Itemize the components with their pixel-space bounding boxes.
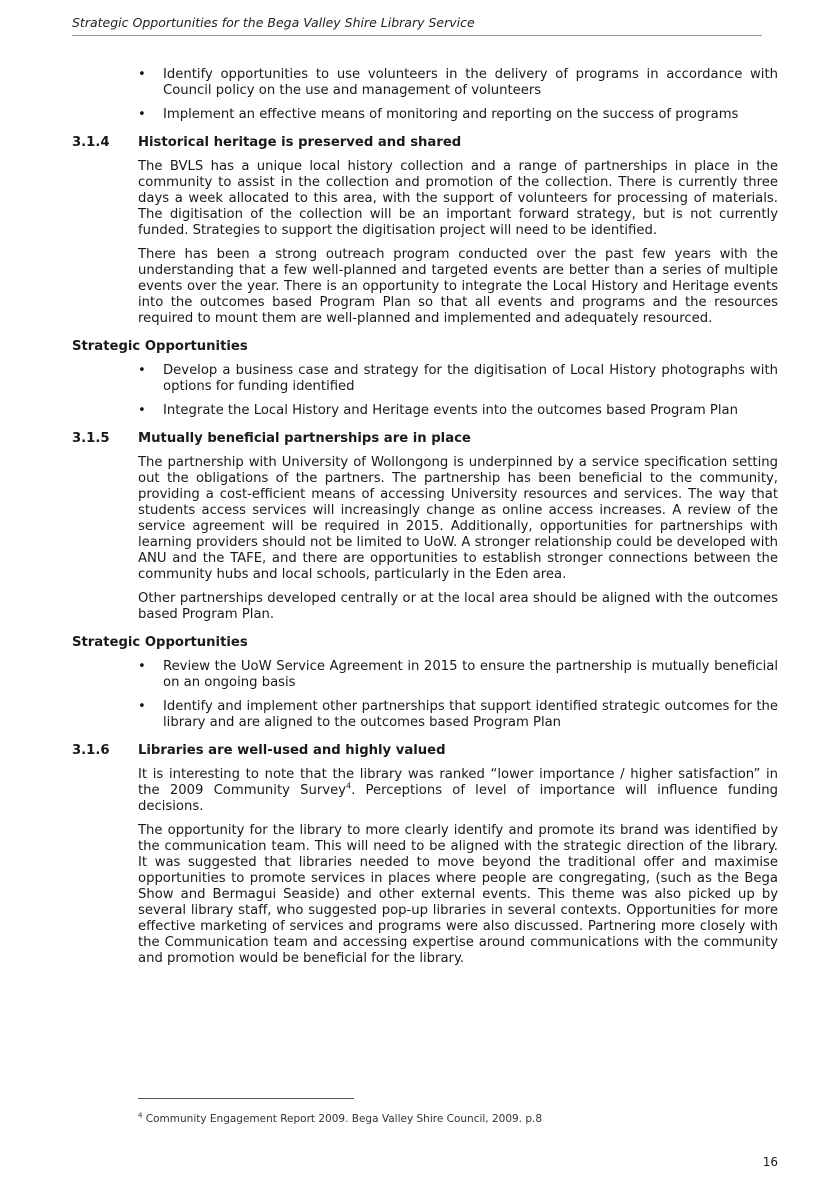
paragraph	[138, 767, 778, 815]
footnote	[138, 1113, 542, 1125]
paragraph: The opportunity for the library to more clearly identify and promote its brand was identified by the communication team. This will need to be aligned with the strategic direction of the library. It was suggested that libraries needed to move beyond the traditional offer and maximise opportunities to promote services in places where people are congregating, (such as the Bega Show and Bermagui Seaside) and other external events. This theme was also picked up by several library staff, who suggested pop-up libraries in several contexts. Opportunities for more effective marketing of services and programs were also discussed. Partnering more closely with the Communication team and accessing expertise around communications with the community and promotion would be beneficial for the library.	[138, 823, 778, 966]
strategic-opportunities-heading: Strategic Opportunities	[72, 635, 248, 650]
list-item: • Identify opportunities to use volunteers in the delivery of programs in accordance with Council policy on the use and management of volunteers	[138, 67, 778, 99]
text-run: . Perceptions of level of importance will influence funding decisions.	[138, 783, 778, 814]
list-item: • Integrate the Local History and Heritage events into the outcomes based Program Plan	[138, 403, 778, 419]
section-number: 3.1.6	[72, 743, 110, 758]
bullet-list	[138, 363, 778, 419]
bullet-list	[138, 659, 778, 731]
section-title: Mutually beneficial partnerships are in place	[138, 431, 471, 446]
paragraph: There has been a strong outreach program conducted over the past few years with the understanding that a few well-planned and targeted events are better than a series of multiple events over the year. There is an opportunity to integrate the Local History and Heritage events into the outcomes based Program Plan so that all events and programs and the resources required to mount them are well-planned and implemented and adequately resourced.	[138, 247, 778, 326]
footnote-marker: 4	[138, 1111, 143, 1120]
list-item: • Identify and implement other partnerships that support identified strategic outcomes for the library and are aligned to the outcomes based Program Plan	[138, 699, 778, 731]
list-item: • Develop a business case and strategy for the digitisation of Local History photographs with options for funding identified	[138, 363, 778, 395]
section-number: 3.1.4	[72, 135, 110, 150]
section-title: Historical heritage is preserved and shared	[138, 135, 462, 150]
section-title: Libraries are well-used and highly valued	[138, 743, 446, 758]
page-content	[72, 67, 778, 975]
text-run: It is interesting to note that the library was ranked “lower importance / higher satisfaction” in the 2009 Community Survey	[138, 767, 778, 798]
strategic-opportunities-heading: Strategic Opportunities	[72, 339, 248, 354]
paragraph: Other partnerships developed centrally or at the local area should be aligned with the outcomes based Program Plan.	[138, 591, 778, 622]
intro-bullet-list	[138, 67, 778, 123]
paragraph: The BVLS has a unique local history collection and a range of partnerships in place in the community to assist in the collection and promotion of the collection. There is currently three days a week allocated to this area, with the support of volunteers for processing of materials. The digitisation of the collection will be an important forward strategy, but is not currently funded. Strategies to support the digitisation project will need to be identified.	[138, 159, 778, 238]
page-number: 16	[762, 1155, 778, 1169]
footnote-divider	[138, 1098, 354, 1099]
section-number: 3.1.5	[72, 431, 110, 446]
section-heading-3-1-6	[72, 743, 778, 759]
section-heading-3-1-5	[72, 431, 778, 447]
section-heading-3-1-4	[72, 135, 778, 151]
list-item: • Review the UoW Service Agreement in 2015 to ensure the partnership is mutually beneficial on an ongoing basis	[138, 659, 778, 691]
paragraph: The partnership with University of Wollongong is underpinned by a service specification setting out the obligations of the partners. The partnership has been beneficial to the community, providing a cost-efficient means of accessing University resources and services. The way that students access services will increasingly change as online access increases. A review of the service agreement will be required in 2015. Additionally, opportunities for partnerships with learning providers should not be limited to UoW. A stronger relationship could be developed with ANU and the TAFE, and there are opportunities to establish stronger connections between the community hubs and local schools, particularly in the Eden area.	[138, 455, 778, 582]
list-item: • Implement an effective means of monitoring and reporting on the success of programs	[138, 107, 778, 123]
footnote-reference: 4	[346, 781, 352, 791]
running-header: Strategic Opportunities for the Bega Valley Shire Library Service	[72, 15, 762, 36]
footnote-text: Community Engagement Report 2009. Bega Valley Shire Council, 2009. p.8	[142, 1113, 543, 1125]
